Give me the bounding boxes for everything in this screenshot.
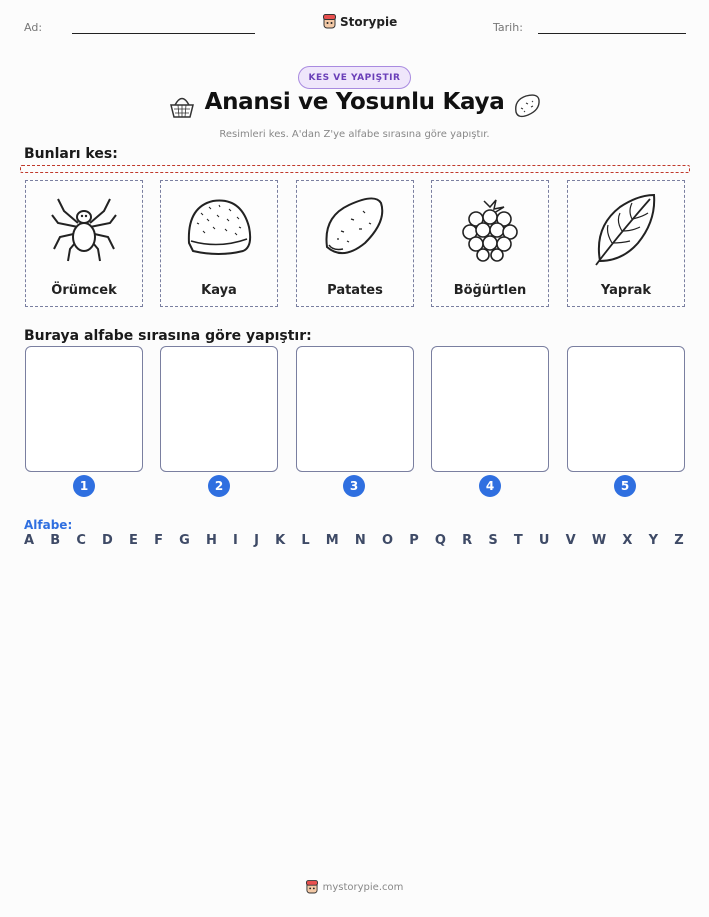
cut-card-leaf[interactable] xyxy=(567,180,685,307)
alphabet-letter: C xyxy=(76,533,86,548)
blackberry-icon xyxy=(454,187,526,267)
alphabet-row xyxy=(24,533,684,548)
spider-icon xyxy=(48,187,120,267)
card-label: Örümcek xyxy=(51,283,117,298)
alphabet-letter: E xyxy=(129,533,138,548)
cut-card-rock[interactable] xyxy=(160,180,278,307)
paste-slot-3[interactable] xyxy=(296,346,414,472)
paste-heading: Buraya alfabe sırasına göre yapıştır: xyxy=(24,328,312,344)
alphabet-letter: T xyxy=(513,533,523,548)
slot-number: 1 xyxy=(73,475,95,497)
date-line[interactable] xyxy=(538,33,686,34)
card-label: Böğürtlen xyxy=(453,283,527,298)
alphabet-letter: J xyxy=(254,533,259,548)
alphabet-letter: O xyxy=(381,533,394,548)
card-label: Yaprak xyxy=(600,283,652,298)
alphabet-letter: X xyxy=(622,533,633,548)
alphabet-letter: B xyxy=(50,533,61,548)
alphabet-letter: V xyxy=(565,533,576,548)
alphabet-letter: G xyxy=(179,533,190,548)
card-label: Patates xyxy=(327,283,383,298)
storypie-mascot-icon xyxy=(306,880,318,894)
cut-card-blackberry[interactable] xyxy=(431,180,549,307)
name-line[interactable] xyxy=(72,33,255,34)
paste-slot-1[interactable] xyxy=(25,346,143,472)
alphabet-letter: L xyxy=(301,533,310,548)
mossy-rock-icon xyxy=(183,187,255,267)
alphabet-letter: A xyxy=(24,533,35,548)
storypie-mascot-icon xyxy=(323,14,336,29)
alphabet-letter: U xyxy=(538,533,550,548)
alphabet-title: Alfabe: xyxy=(24,518,73,532)
slot-number: 2 xyxy=(208,475,230,497)
alphabet-letter: S xyxy=(488,533,498,548)
cut-line xyxy=(20,165,690,173)
paste-slot-2[interactable] xyxy=(160,346,278,472)
cut-card-potato[interactable] xyxy=(296,180,414,307)
potato-title-icon xyxy=(512,92,542,120)
activity-badge: KES VE YAPIŞTIR xyxy=(298,66,411,89)
slot-number: 5 xyxy=(614,475,636,497)
card-label: Kaya xyxy=(201,283,237,298)
paste-slot-4[interactable] xyxy=(431,346,549,472)
alphabet-letter: Z xyxy=(674,533,684,548)
potato-icon xyxy=(319,187,391,267)
alphabet-letter: M xyxy=(325,533,339,548)
cut-heading: Bunları kes: xyxy=(24,146,118,162)
slot-number: 4 xyxy=(479,475,501,497)
footer xyxy=(0,880,709,894)
name-label: Ad: xyxy=(24,21,43,34)
brand-name: Storypie xyxy=(340,14,398,29)
alphabet-letter: P xyxy=(409,533,419,548)
alphabet-letter: N xyxy=(354,533,366,548)
alphabet-letter: K xyxy=(275,533,286,548)
alphabet-letter: D xyxy=(102,533,113,548)
instructions: Resimleri kes. A'dan Z'ye alfabe sırasına göre yapıştır. xyxy=(219,129,490,140)
leaf-icon xyxy=(590,187,662,267)
alphabet-letter: Y xyxy=(648,533,659,548)
cut-card-spider[interactable] xyxy=(25,180,143,307)
brand-logo xyxy=(323,14,397,29)
alphabet-letter: R xyxy=(462,533,473,548)
alphabet-letter: F xyxy=(154,533,163,548)
footer-url[interactable]: mystorypie.com xyxy=(322,881,404,893)
alphabet-letter: I xyxy=(233,533,238,548)
alphabet-letter: Q xyxy=(434,533,446,548)
slot-number: 3 xyxy=(343,475,365,497)
page-title: Anansi ve Yosunlu Kaya xyxy=(204,89,505,115)
alphabet-letter: H xyxy=(205,533,217,548)
date-label: Tarih: xyxy=(493,21,523,34)
paste-slot-5[interactable] xyxy=(567,346,685,472)
alphabet-letter: W xyxy=(591,533,607,548)
